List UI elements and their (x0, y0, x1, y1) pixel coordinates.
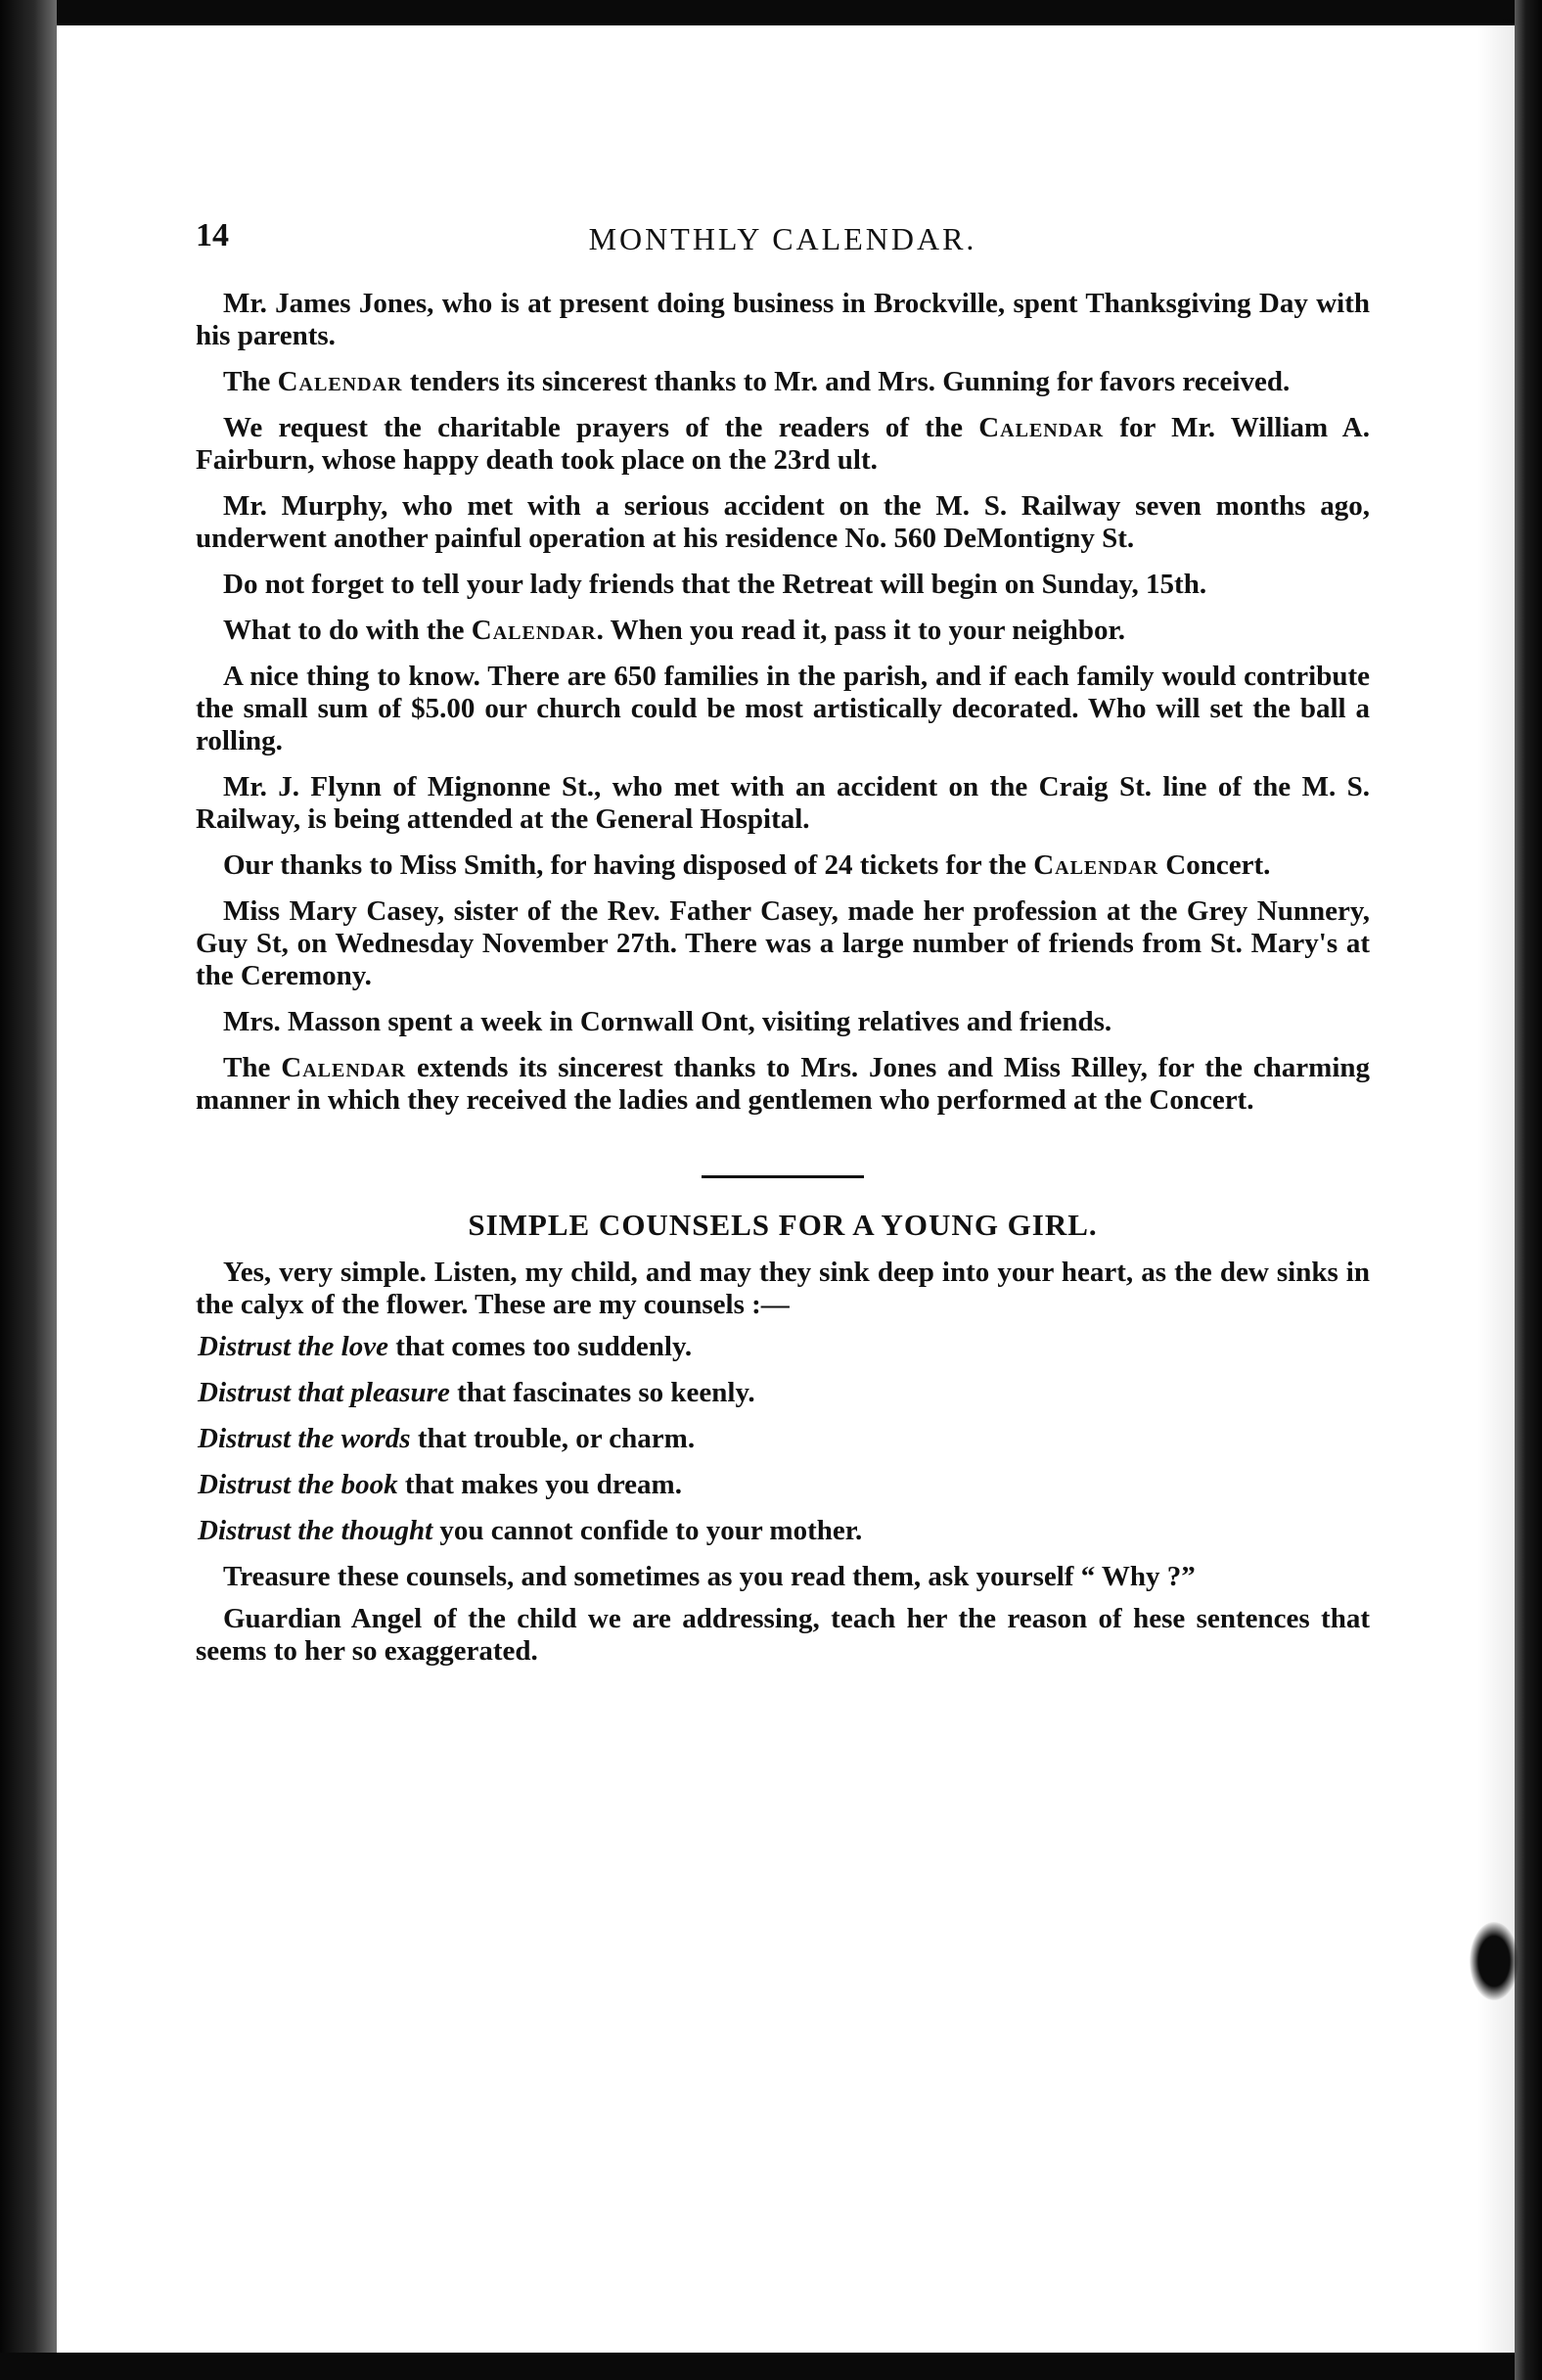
counsels-section (196, 1208, 1370, 1668)
section-divider (702, 1175, 864, 1178)
ink-blot (1470, 1922, 1519, 2000)
closing-paragraph: Guardian Angel of the child we are addressing, teach her the reason of hese sentences that seems to her so exaggerated. (196, 1603, 1370, 1667)
counsel-line: Distrust the book that makes you dream. (198, 1469, 682, 1500)
news-item: What to do with the Calendar. When you read it, pass it to your neighbor. (223, 615, 1125, 646)
section-title: SIMPLE COUNSELS FOR A YOUNG GIRL. (468, 1208, 1098, 1242)
page-number: 14 (196, 217, 229, 253)
news-item: Miss Mary Casey, sister of the Rev. Father Casey, made her profession at the Grey Nunnery, Guy St, on Wednesday November 27th. There was a large number of friends from St. Mary's at the Ceremony. (196, 895, 1370, 991)
news-item: Do not forget to tell your lady friends that the Retreat will begin on Sunday, 15th. (223, 569, 1207, 600)
counsel-line: Distrust the words that trouble, or charm. (198, 1423, 696, 1454)
news-item: The Calendar extends its sincerest thanks to Mrs. Jones and Miss Rilley, for the charming manner in which they received the ladies and gentlemen who performed at the Concert. (196, 1052, 1370, 1116)
scan-border-bottom (0, 2353, 1542, 2380)
counsel-line: Distrust that pleasure that fascinates so keenly. (198, 1377, 755, 1408)
news-item: We request the charitable prayers of the readers of the Calendar for Mr. William A. Fairburn, whose happy death took place on the 23rd ult. (196, 412, 1370, 476)
news-item: Mrs. Masson spent a week in Cornwall Ont, visiting relatives and friends. (223, 1006, 1112, 1037)
scan-border-left (0, 0, 57, 2380)
news-item: Mr. J. Flynn of Mignonne St., who met with an accident on the Craig St. line of the M. S. Railway, is being attended at the General Hospital. (196, 771, 1370, 835)
scan-border-top (0, 0, 1542, 25)
running-title: MONTHLY CALENDAR. (588, 221, 977, 256)
news-item: Our thanks to Miss Smith, for having disposed of 24 tickets for the Calendar Concert. (223, 849, 1271, 881)
closing-paragraph: Treasure these counsels, and sometimes as you read them, ask yourself “ Why ?” (223, 1561, 1196, 1592)
counsel-line: Distrust the love that comes too suddenly. (198, 1331, 693, 1362)
running-head (196, 217, 1370, 264)
news-item: Mr. James Jones, who is at present doing business in Brockville, spent Thanksgiving Day with his parents. (196, 288, 1370, 351)
binding-shadow (1477, 20, 1515, 2358)
section-intro: Yes, very simple. Listen, my child, and may they sink deep into your heart, as the dew sinks in the calyx of the flower. These are my counsels :— (196, 1257, 1370, 1320)
news-item: The Calendar tenders its sincerest thanks to Mr. and Mrs. Gunning for favors received. (223, 366, 1291, 397)
page-binding-edge (1515, 0, 1542, 2380)
news-item: A nice thing to know. There are 650 families in the parish, and if each family would contribute the small sum of $5.00 our church could be most artistically decorated. Who will set the ball a rolling. (196, 661, 1370, 756)
page (196, 217, 1370, 1677)
news-item: Mr. Murphy, who met with a serious accident on the M. S. Railway seven months ago, underwent another painful operation at his residence No. 560 DeMontigny St. (196, 490, 1370, 554)
counsel-line: Distrust the thought you cannot confide to your mother. (198, 1515, 863, 1546)
news-items (196, 288, 1370, 1117)
